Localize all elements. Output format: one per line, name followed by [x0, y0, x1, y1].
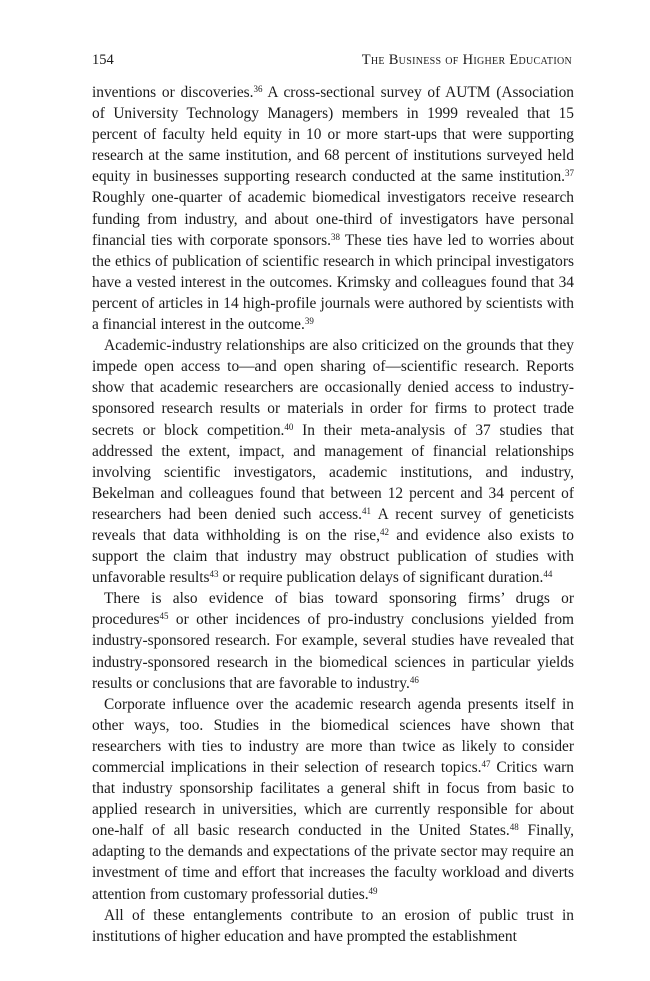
running-head-title: The Business of Higher Education [361, 52, 572, 68]
page-number: 154 [92, 52, 114, 68]
text-run: Roughly one-quarter of academic biomedical investigators receive research funding from industry, and about one-third of investigators have personal financial ties with corporate sponsors. [92, 189, 574, 249]
footnote-marker: 47 [481, 759, 491, 769]
paragraph [92, 82, 574, 335]
text-run: Critics warn that industry sponsorship facilitates a general shift in focus from basic to applied research in universities, which are currently responsible for about one-half of all basic research conducted in the United States. [92, 759, 574, 840]
footnote-marker: 37 [565, 168, 574, 179]
footnote-marker: 45 [159, 611, 169, 622]
text-run: or other incidences of pro-industry conclusions yielded from industry-sponsored research. For example, several studies have revealed that industry-sponsored research in the biomedical sciences in particular yields results or conclusions that are favorable to industry. [92, 611, 574, 692]
footnote-marker: 42 [380, 526, 389, 537]
text-run: There is also evidence of bias toward sponsoring firms’ drugs or procedures [92, 590, 574, 629]
paragraph [92, 335, 574, 588]
text-run: and evidence also exists to support the claim that industry may obstruct publication of studies with unfavorable results [92, 526, 574, 587]
footnote-marker: 36 [253, 84, 263, 94]
footnote-marker: 43 [209, 569, 219, 580]
text-run: Finally, adapting to the demands and expectations of the private sector may require an investment of time and effort that increases the faculty workload and diverts attention from customary professorial duties. [92, 822, 574, 903]
text-run: Corporate influence over the academic research agenda presents itself in other ways, too. Studies in the biomedical sciences have shown that researchers with ties to industry are more than twice as likely to consider commercial implications in their selection of research topics. [92, 695, 574, 776]
text-run: In their meta-analysis of 37 studies that addressed the extent, impact, and management of financial relationships involving scientific investigators, academic institutions, and industry, Bekelman and colleagues found that between 12 percent and 34 percent of researchers had been denied such access. [92, 421, 574, 523]
body-text [92, 82, 574, 947]
paragraph [92, 588, 574, 693]
running-head [92, 50, 572, 70]
text-run: All of these entanglements contribute to an erosion of public trust in institutions of higher education and have prompted the establishment [92, 906, 574, 945]
text-run: inventions or discoveries. [92, 84, 254, 101]
footnote-marker: 41 [362, 505, 372, 516]
text-run: Academic-industry relationships are also criticized on the grounds that they impede open access to—and open sharing of—scientific research. Reports show that academic researchers are occasionally denied access to industry-sponsored research results or materials in order for firms to protect trade secrets or block competition. [92, 337, 574, 439]
footnote-marker: 48 [509, 822, 519, 833]
text-run: A recent survey of geneticists reveals that data withholding is on the rise, [92, 505, 575, 544]
footnote-marker: 49 [368, 885, 378, 896]
footnote-marker: 39 [304, 316, 314, 327]
footnote-marker: 38 [330, 231, 340, 242]
paragraph [92, 905, 574, 947]
footnote-marker: 44 [543, 569, 553, 580]
paragraph [92, 694, 574, 905]
footnote-marker: 40 [284, 421, 294, 432]
text-run: A cross-sectional survey of AUTM (Association of University Technology Managers) members in 1999 revealed that 15 percent of faculty held equity in 10 or more start-ups that were supporting research at the same institution, and 68 percent of institutions surveyed held equity in businesses supporting research conducted at the same institution. [92, 84, 574, 186]
text-run: These ties have led to worries about the ethics of publication of scientific research in which principal investigators have a vested interest in the outcomes. Krimsky and colleagues found that 34 percent of articles in 14 high-profile journals were authored by scientists with a financial interest in the outcome. [92, 231, 575, 334]
footnote-marker: 46 [409, 674, 419, 685]
text-run: or require publication delays of significant duration. [218, 569, 544, 587]
